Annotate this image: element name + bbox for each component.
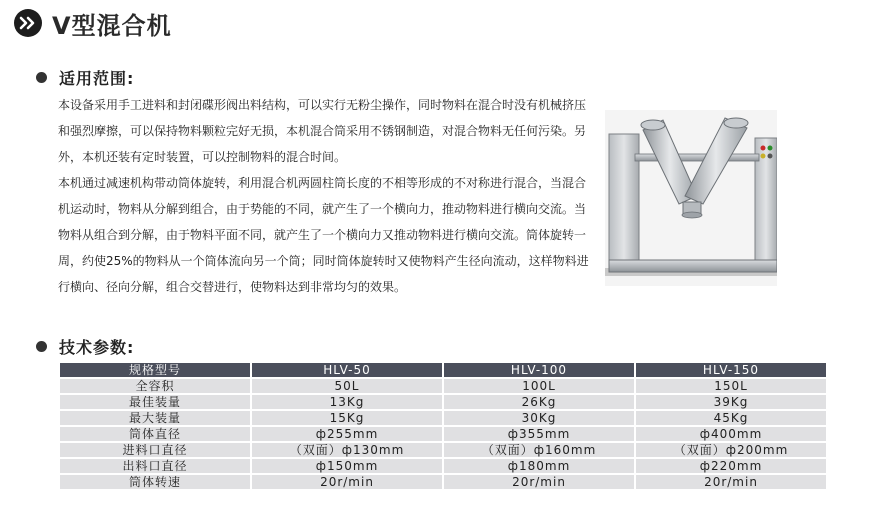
table-cell: ф220mm [636, 459, 826, 473]
spec-table [58, 361, 828, 491]
table-cell: 20r/min [636, 475, 826, 489]
table-cell: 筒体转速 [60, 475, 250, 489]
table-cell: ф355mm [444, 427, 634, 441]
table-cell: 150L [636, 379, 826, 393]
table-row [60, 395, 826, 409]
paragraph: 本机通过减速机构带动筒体旋转，利用混合机两圆柱筒长度的不相等形成的不对称进行混合，当混合机运动时，物料从分解到组合，由于势能的不同，就产生了一个横向力，推动物料进行横向交流。当物料从组合到分解，由于物料平面不同，就产生了一个横向力又推动物料进行横向交流。筒体旋转一周，约使25%的物料从一个筒体流向另一个筒；同时筒体旋转时又使物料产生径向流动，这样物料进行横向、径向分解，组合交替进行，使物料达到非常均匀的效果。 [58, 176, 589, 294]
table-cell: （双面）ф130mm [252, 443, 442, 457]
table-cell: ф400mm [636, 427, 826, 441]
table-cell: ф180mm [444, 459, 634, 473]
table-cell: 13Kg [252, 395, 442, 409]
table-cell: 出料口直径 [60, 459, 250, 473]
title-row [14, 6, 172, 40]
v-mixer-photo [605, 110, 777, 286]
table-cell: 20r/min [252, 475, 442, 489]
table-cell: 39Kg [636, 395, 826, 409]
double-chevron-right-icon [14, 9, 42, 37]
table-cell: 26Kg [444, 395, 634, 409]
table-cell: 20r/min [444, 475, 634, 489]
header-cell: HLV-150 [636, 363, 826, 377]
circle-bullet-icon [36, 341, 47, 352]
table-row [60, 475, 826, 489]
table-cell: 100L [444, 379, 634, 393]
paragraph: 本设备采用手工进料和封闭碟形阀出料结构，可以实行无粉尘操作，同时物料在混合时没有机械挤压和强烈摩擦，可以保持物料颗粒完好无损，本机混合筒采用不锈钢制造，对混合物料无任何污染。另外，本机还装有定时装置，可以控制物料的混合时间。 [58, 98, 587, 164]
table-cell: 最佳装量 [60, 395, 250, 409]
table-cell: （双面）ф200mm [636, 443, 826, 457]
section-scope [36, 66, 134, 89]
page-title: V型混合机 [52, 11, 172, 40]
table-cell: 全容积 [60, 379, 250, 393]
section-scope-title: 适用范围: [59, 69, 135, 88]
header-cell: 规格型号 [60, 363, 250, 377]
section-params [36, 335, 134, 358]
table-header-row [60, 363, 826, 377]
table-cell: ф255mm [252, 427, 442, 441]
table-row [60, 427, 826, 441]
circle-bullet-icon [36, 72, 47, 83]
table-row [60, 443, 826, 457]
table-cell: 进料口直径 [60, 443, 250, 457]
table-cell: 30Kg [444, 411, 634, 425]
table-cell: 15Kg [252, 411, 442, 425]
table-cell: 筒体直径 [60, 427, 250, 441]
table-cell: ф150mm [252, 459, 442, 473]
header-cell: HLV-100 [444, 363, 634, 377]
table-cell: （双面）ф160mm [444, 443, 634, 457]
table-cell: 最大装量 [60, 411, 250, 425]
table-row [60, 379, 826, 393]
section-params-title: 技术参数: [59, 338, 135, 357]
description [58, 92, 592, 300]
table-row [60, 459, 826, 473]
table-cell: 50L [252, 379, 442, 393]
table-cell: 45Kg [636, 411, 826, 425]
table-row [60, 411, 826, 425]
header-cell: HLV-50 [252, 363, 442, 377]
